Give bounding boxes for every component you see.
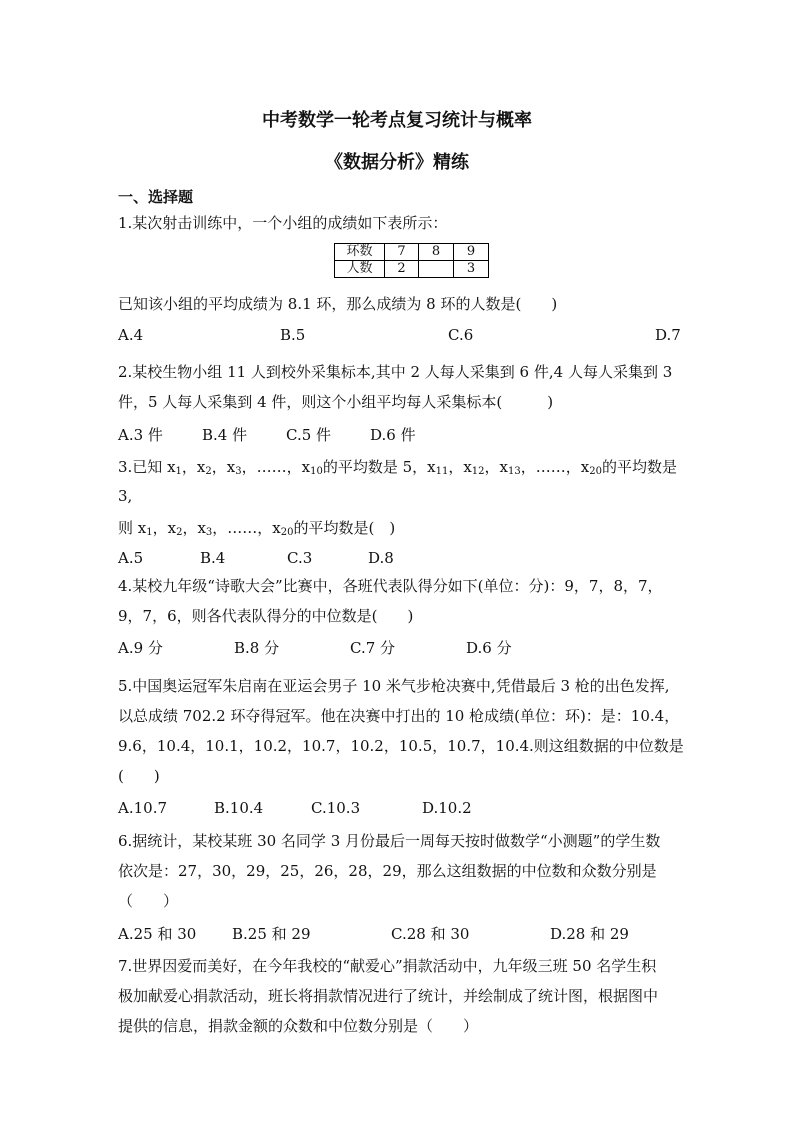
q4-option-b: B.8 分	[234, 639, 280, 657]
q6-option-d: D.28 和 29	[550, 925, 629, 943]
q3-option-c: C.3	[287, 549, 313, 567]
table-cell: 7	[385, 244, 419, 261]
q2-line-1: 2.某校生物小组 11 人到校外采集标本,其中 2 人每人采集到 6 件,4 人每人采集到 3	[118, 363, 673, 381]
q1-table-row	[335, 244, 489, 261]
q7-line-1: 7.世界因爱而美好，在今年我校的“献爱心”捐款活动中，九年级三班 50 名学生积	[118, 957, 657, 975]
q5-line-2: 以总成绩 702.2 环夺得冠军。他在决赛中打出的 10 枪成绩(单位：环)：是：10.4，	[118, 707, 680, 725]
q7-line-2: 极加献爱心捐款活动，班长将捐款情况进行了统计，并绘制成了统计图，根据图中	[118, 987, 659, 1005]
q3-option-b: B.4	[200, 549, 226, 567]
table-cell	[419, 261, 454, 278]
q2-option-b: B.4 件	[202, 426, 248, 444]
q4-option-d: D.6 分	[466, 639, 512, 657]
q5-option-a: A.10.7	[118, 799, 167, 817]
title-line-1: 中考数学一轮考点复习统计与概率	[262, 110, 532, 131]
q2-option-c: C.5 件	[286, 426, 332, 444]
q1-stem: 1.某次射击训练中，一个小组的成绩如下表所示：	[118, 214, 448, 232]
q2-line-2: 件，5 人每人采集到 4 件，则这个小组平均每人采集标本( )	[118, 393, 554, 411]
q1-option-c: C.6	[448, 326, 474, 344]
q5-line-4: ( )	[118, 767, 160, 785]
q5-line-1: 5.中国奥运冠军朱启南在亚运会男子 10 米气步枪决赛中,凭借最后 3 枪的出色发挥,	[118, 677, 670, 695]
q4-option-c: C.7 分	[350, 639, 396, 657]
q2-option-d: D.6 件	[370, 426, 416, 444]
q1-option-d: D.7	[655, 326, 681, 344]
q1-table	[334, 243, 489, 278]
q3-option-a: A.5	[118, 549, 144, 567]
table-cell: 8	[419, 244, 454, 261]
q5-option-b: B.10.4	[214, 799, 264, 817]
q6-option-a: A.25 和 30	[118, 925, 197, 943]
table-cell: 人数	[335, 261, 385, 278]
q5-option-d: D.10.2	[422, 799, 472, 817]
q4-line-1: 4.某校九年级“诗歌大会”比赛中，各班代表队得分如下(单位：分)：9，7，8，7，	[118, 577, 663, 595]
q4-option-a: A.9 分	[118, 639, 163, 657]
q3-line-3: 则 $x_1$，$x_2$，$x_3$，……，$x_{20}$的平均数是( )	[118, 519, 396, 538]
q6-option-b: B.25 和 29	[232, 925, 311, 943]
table-cell: 9	[454, 244, 489, 261]
q1-question: 已知该小组的平均成绩为 8.1 环，那么成绩为 8 环的人数是( )	[118, 295, 558, 313]
table-cell: 3	[454, 261, 489, 278]
section-heading: 一、选择题	[118, 188, 194, 206]
q1-option-b: B.5	[280, 326, 306, 344]
q3-line-2: 3,	[118, 487, 133, 505]
q6-line-2: 依次是：27，30，29，25，26，28，29，那么这组数据的中位数和众数分别是	[118, 862, 657, 880]
q3-option-d: D.8	[368, 549, 394, 567]
q5-line-3: 9.6，10.4，10.1，10.2，10.7，10.2，10.5，10.7，10.4.则这组数据的中位数是	[118, 737, 684, 755]
q5-option-c: C.10.3	[311, 799, 361, 817]
q6-line-3: （ ）	[118, 892, 179, 910]
table-cell: 2	[385, 261, 419, 278]
q3-line-1: 3.已知 $x_1$，$x_2$，$x_3$，……，$x_{10}$的平均数是 5，$x_{11}$，$x_{12}$，$x_{13}$，……，$x_{20}$的平均数是	[118, 458, 677, 477]
q1-option-a: A.4	[118, 326, 144, 344]
q2-option-a: A.3 件	[118, 426, 163, 444]
q6-option-c: C.28 和 30	[391, 925, 470, 943]
q6-line-1: 6.据统计，某校某班 30 名同学 3 月份最后一周每天按时做数学“小测题”的学生数	[118, 832, 661, 850]
table-cell: 环数	[335, 244, 385, 261]
q7-line-3: 提供的信息，捐款金额的众数和中位数分别是（ ）	[118, 1017, 479, 1035]
title-line-2: 《数据分析》精练	[325, 152, 469, 173]
q1-table-row	[335, 261, 489, 278]
q4-line-2: 9，7，6，则各代表队得分的中位数是( )	[118, 607, 414, 625]
